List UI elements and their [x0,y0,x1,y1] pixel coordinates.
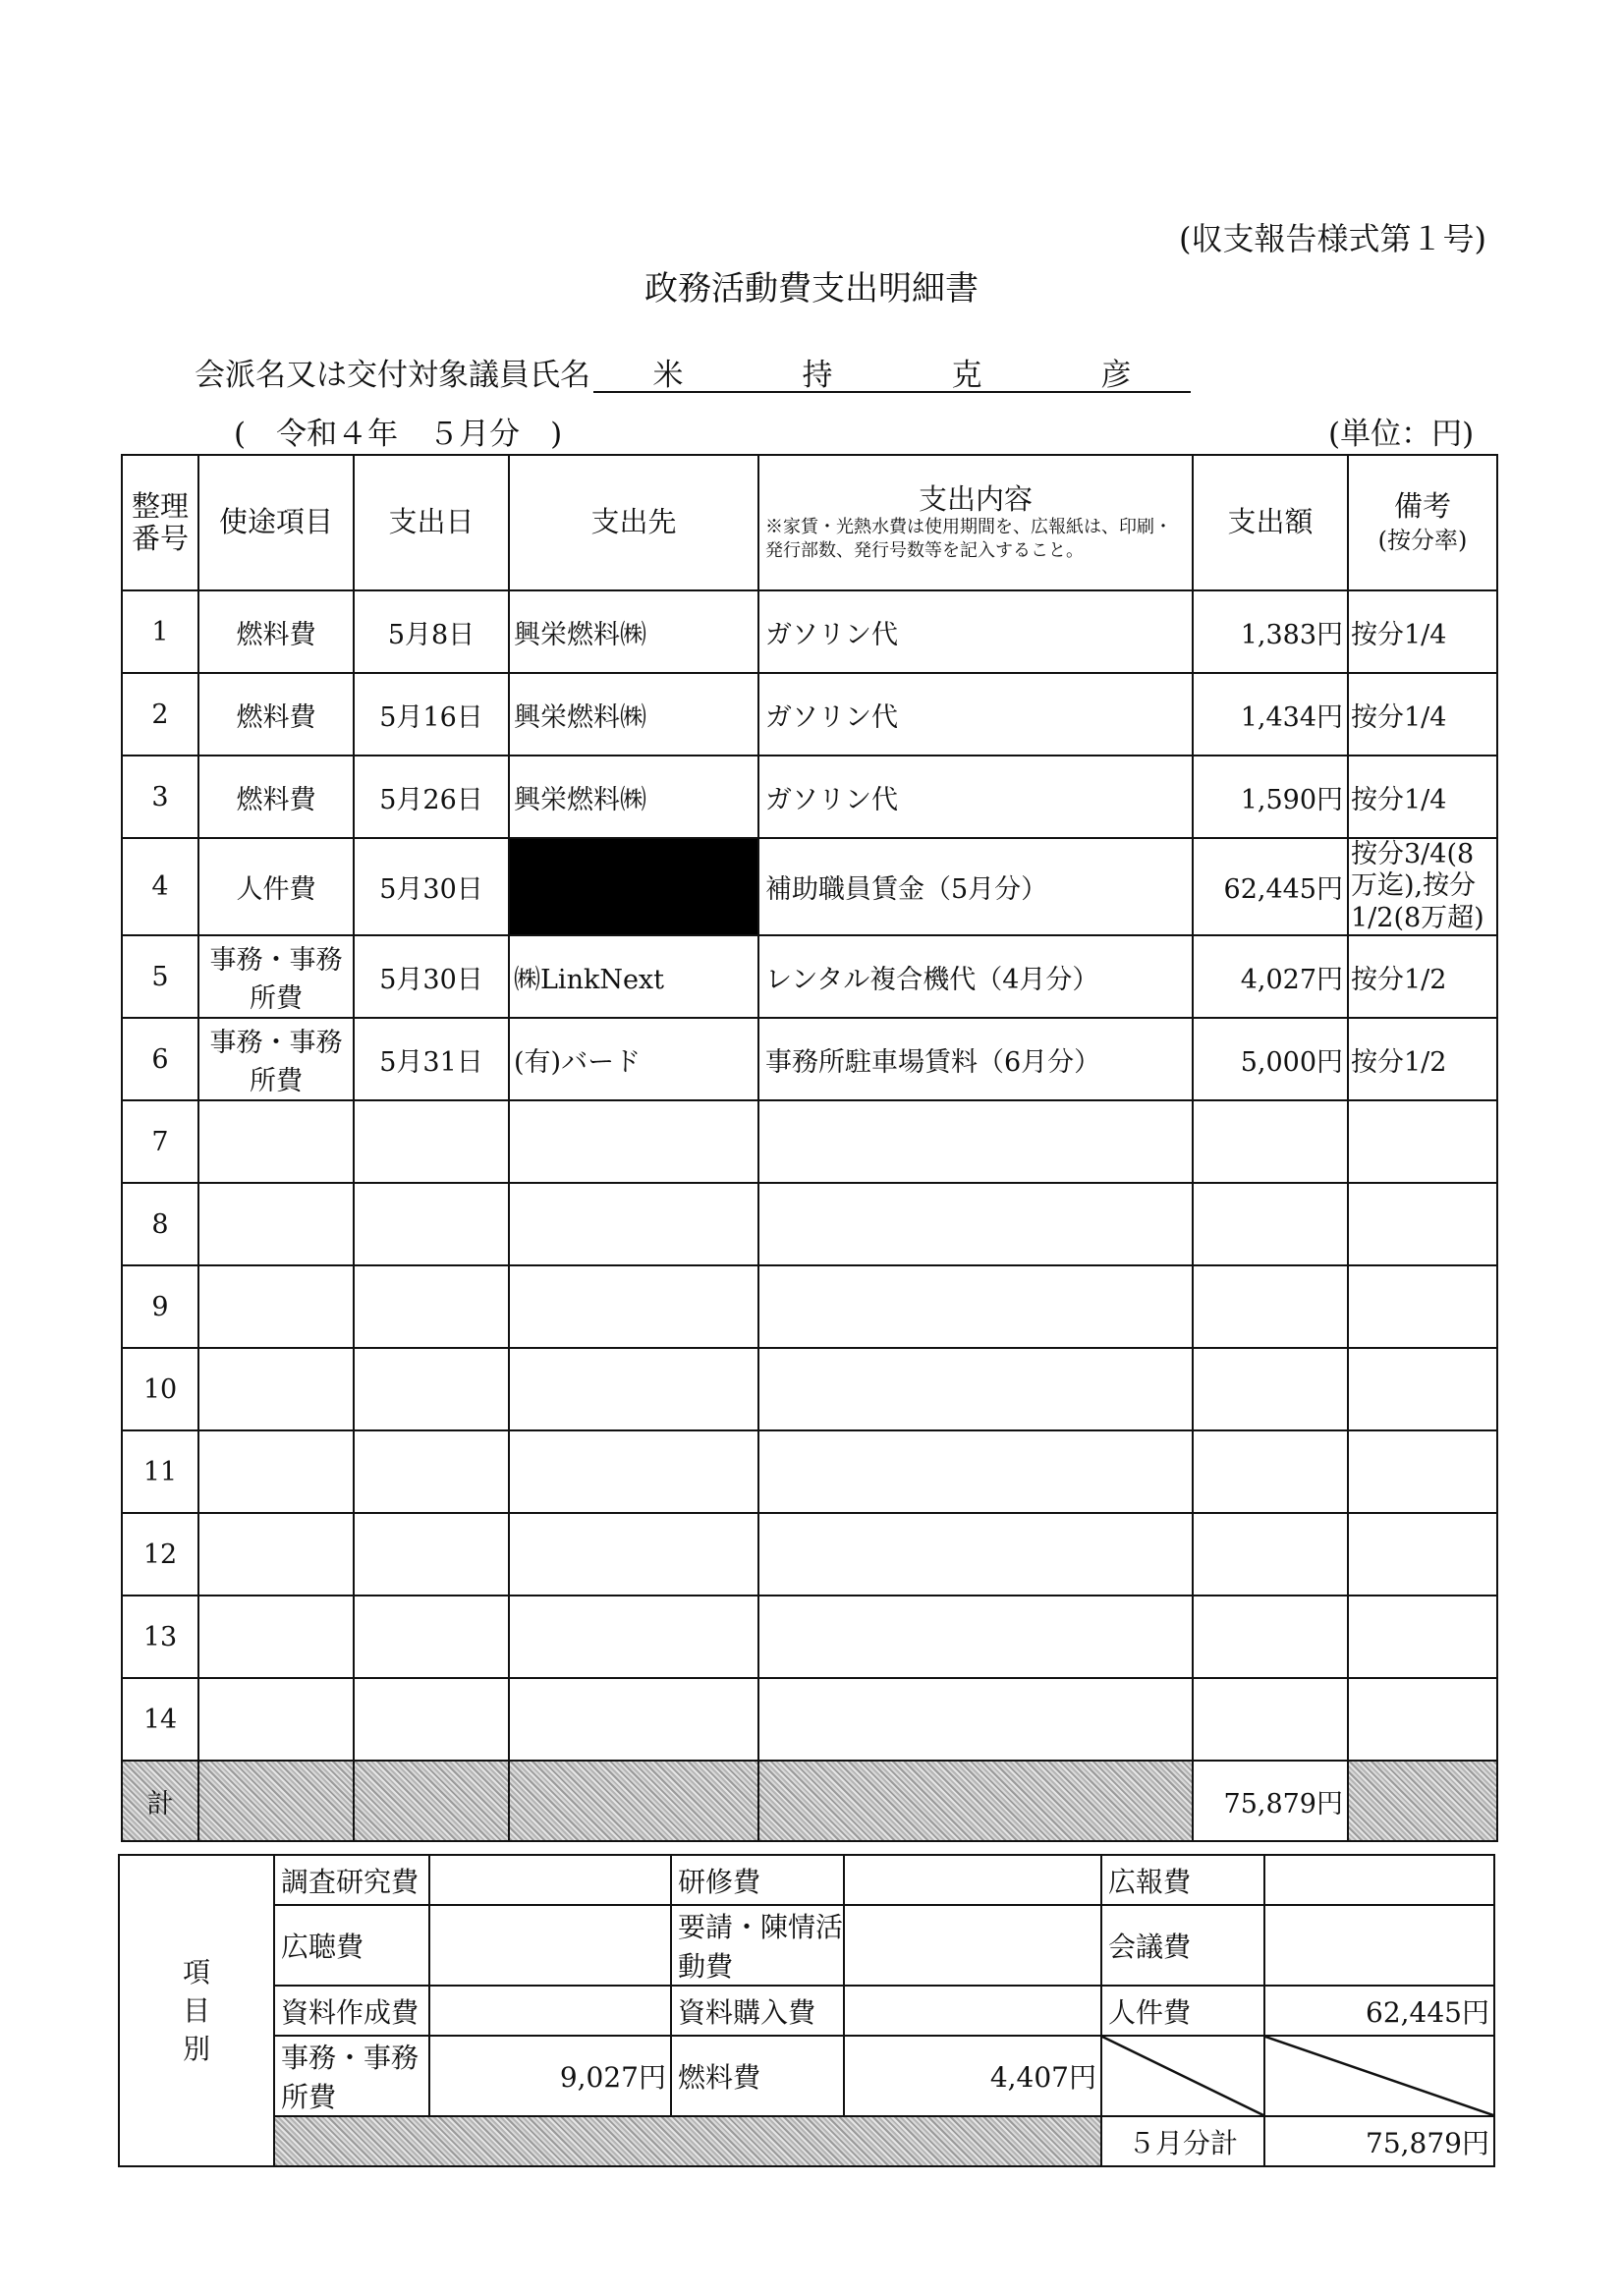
row-no: 10 [122,1348,198,1430]
summary-label: 広聴費 [274,1905,429,1986]
summary-label: 広報費 [1101,1855,1264,1905]
row-payee: 興栄燃料㈱ [509,756,758,838]
row-no: 11 [122,1430,198,1513]
header-remarks: 備考 (按分率) [1348,455,1497,590]
summary-label: 事務・事務所費 [274,2036,429,2116]
total-row [122,1761,1497,1841]
header-date: 支出日 [354,455,509,590]
total-label: 計 [122,1761,198,1841]
row-date: 5月8日 [354,590,509,673]
summary-value [429,1855,671,1905]
diagonal-blank [1264,2036,1494,2116]
table-row [122,935,1497,1018]
row-payee: 興栄燃料㈱ [509,590,758,673]
summary-value [1264,1905,1494,1986]
row-amount: 4,027円 [1193,935,1348,1018]
member-name-char: 彦 [1100,358,1132,393]
member-name-char: 克 [951,358,982,393]
summary-value [429,1905,671,1986]
row-content: ガソリン代 [758,673,1193,756]
row-content: 補助職員賃金（5月分） [758,838,1193,935]
row-payee: ㈱LinkNext [509,935,758,1018]
row-amount: 1,383円 [1193,590,1348,673]
table-row [122,838,1497,935]
category-summary-table [118,1854,1495,2167]
row-no: 8 [122,1183,198,1265]
row-no: 3 [122,756,198,838]
row-content: ガソリン代 [758,590,1193,673]
header-content [758,455,1193,590]
row-no: 13 [122,1596,198,1678]
summary-label: 研修費 [671,1855,844,1905]
summary-label: 資料購入費 [671,1986,844,2036]
row-no: 4 [122,838,198,935]
row-remarks: 按分1/4 [1348,756,1497,838]
month-total-value: 75,879円 [1264,2116,1494,2166]
row-category: 燃料費 [198,756,354,838]
row-no: 1 [122,590,198,673]
row-date: 5月30日 [354,935,509,1018]
row-remarks: 按分1/4 [1348,590,1497,673]
row-content: ガソリン代 [758,756,1193,838]
row-remarks: 按分1/2 [1348,935,1497,1018]
row-no: 12 [122,1513,198,1596]
page-title: 政務活動費支出明細書 [644,269,979,308]
row-amount: 5,000円 [1193,1018,1348,1100]
summary-value [844,1986,1101,2036]
row-no: 9 [122,1265,198,1348]
summary-total-row [119,2116,1494,2166]
table-row [122,756,1497,838]
row-date: 5月31日 [354,1018,509,1100]
summary-label: 会議費 [1101,1905,1264,1986]
summary-value [844,1905,1101,1986]
summary-row [119,1905,1494,1986]
row-remarks: 按分1/4 [1348,673,1497,756]
row-payee: (有)バード [509,1018,758,1100]
table-row [122,590,1497,673]
summary-row [119,1855,1494,1905]
row-category: 事務・事務所費 [198,935,354,1018]
summary-label: 要請・陳情活動費 [671,1905,844,1986]
member-label: 会派名又は交付対象議員氏名 [195,358,590,393]
member-name-char: 米 [652,358,684,393]
expense-table [121,454,1498,1842]
table-row [122,1513,1497,1596]
month-total-label: ５月分計 [1101,2116,1264,2166]
table-row [122,1100,1497,1183]
row-content: レンタル複合機代（4月分） [758,935,1193,1018]
summary-label: 調査研究費 [274,1855,429,1905]
row-no: 5 [122,935,198,1018]
row-amount: 62,445円 [1193,838,1348,935]
table-row [122,1678,1497,1761]
table-row [122,1183,1497,1265]
summary-row [119,1986,1494,2036]
period: ( 令和４年 ５月分 ) [234,417,563,452]
header-content-label: 支出内容 [918,481,1033,516]
summary-row [119,2036,1494,2116]
diagonal-blank [1101,2036,1264,2116]
member-name-char: 持 [802,358,833,393]
table-header-row [122,455,1497,590]
summary-label: 人件費 [1101,1986,1264,2036]
summary-value: 4,407円 [844,2036,1101,2116]
table-row [122,1596,1497,1678]
unit-label: (単位：円) [1328,417,1475,452]
row-no: 2 [122,673,198,756]
row-date: 5月16日 [354,673,509,756]
form-number: (収支報告様式第１号) [1179,220,1486,257]
redacted-payee [509,838,758,935]
summary-side-label: 項目別 [119,1855,274,2166]
table-row [122,1430,1497,1513]
row-date: 5月26日 [354,756,509,838]
table-row [122,1018,1497,1100]
table-row [122,673,1497,756]
row-remarks: 按分1/2 [1348,1018,1497,1100]
table-row [122,1348,1497,1430]
summary-value [1264,1855,1494,1905]
row-category: 燃料費 [198,673,354,756]
table-row [122,1265,1497,1348]
row-category: 人件費 [198,838,354,935]
summary-value [844,1855,1101,1905]
summary-value [429,1986,671,2036]
summary-label: 資料作成費 [274,1986,429,2036]
header-no: 整理番号 [122,455,198,590]
row-no: 14 [122,1678,198,1761]
total-amount: 75,879円 [1193,1761,1348,1841]
row-no: 7 [122,1100,198,1183]
row-remarks: 按分3/4(8万迄),按分1/2(8万超) [1348,838,1497,935]
summary-value: 62,445円 [1264,1986,1494,2036]
header-content-note: ※家賃・光熱水費は使用期間を、広報紙は、印刷・発行部数、発行号数等を記入すること。 [765,517,1172,561]
member-name [593,350,1191,393]
row-no: 6 [122,1018,198,1100]
row-date: 5月30日 [354,838,509,935]
row-content: 事務所駐車場賃料（6月分） [758,1018,1193,1100]
row-amount: 1,590円 [1193,756,1348,838]
header-payee: 支出先 [509,455,758,590]
summary-label: 燃料費 [671,2036,844,2116]
summary-value: 9,027円 [429,2036,671,2116]
row-category: 事務・事務所費 [198,1018,354,1100]
row-amount: 1,434円 [1193,673,1348,756]
header-amount: 支出額 [1193,455,1348,590]
row-category: 燃料費 [198,590,354,673]
row-payee: 興栄燃料㈱ [509,673,758,756]
header-category: 使途項目 [198,455,354,590]
